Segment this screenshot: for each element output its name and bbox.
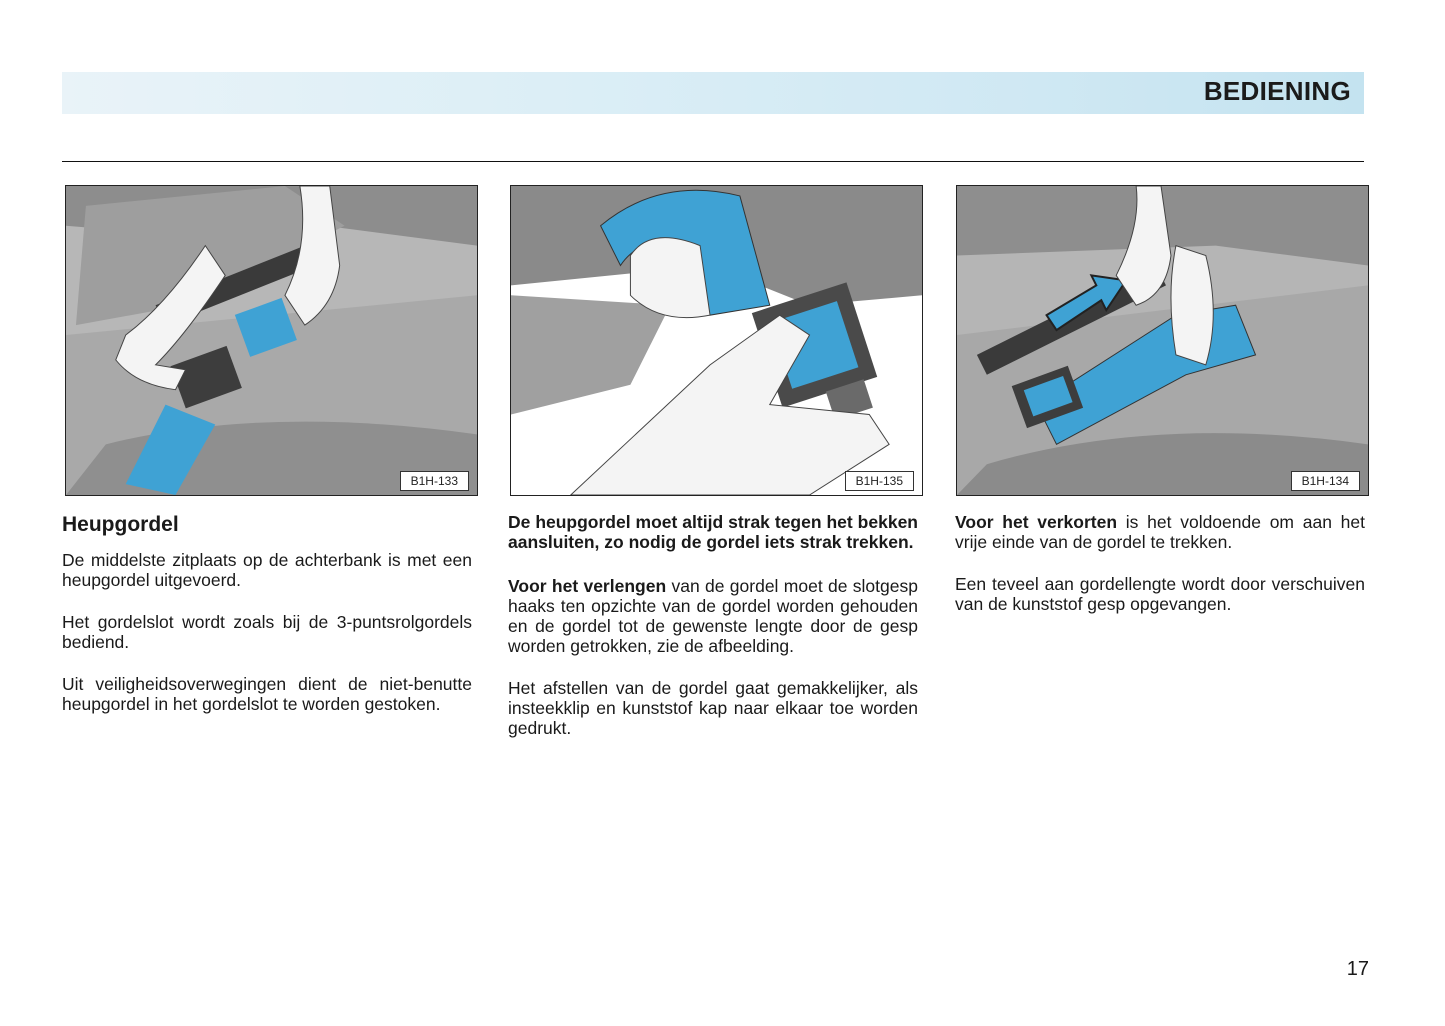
column-shorten [955, 512, 1365, 636]
column-lap-belt [62, 512, 472, 736]
paragraph [955, 512, 1365, 552]
lead-paragraph: De heupgordel moet altijd strak tegen het bekken aansluiten, zo nodig de gordel iets strak trekken. [508, 512, 918, 552]
paragraph: Uit veiligheidsoverwegingen dient de niet-benutte heupgordel in het gordelslot te worden gestoken. [62, 674, 472, 714]
paragraph: Het afstellen van de gordel gaat gemakkelijker, als insteekklip en kunststof kap naar elkaar toe worden gedrukt. [508, 678, 918, 738]
paragraph-bold-lead: Voor het verlengen [508, 576, 667, 596]
paragraph [508, 576, 918, 656]
paragraph-text: van de gordel moet de slotgesp haaks ten opzichte van de gordel worden gehouden en de gordel tot de gewenste lengte door de gesp worden getrokken, zie de afbeelding. [508, 576, 918, 656]
figure-code: B1H-135 [845, 471, 914, 491]
belt-shorten-illustration [957, 186, 1368, 495]
column-heading: Heupgordel [62, 513, 179, 536]
belt-lengthen-illustration [511, 186, 922, 495]
figure-belt-shorten [956, 185, 1369, 496]
section-title: BEDIENING [1203, 76, 1351, 106]
figure-code: B1H-134 [1291, 471, 1360, 491]
lap-belt-buckle-illustration [66, 186, 477, 495]
header-band [62, 72, 1364, 114]
page-number: 17 [1346, 958, 1369, 980]
figure-belt-lengthen [510, 185, 923, 496]
paragraph: Een teveel aan gordellengte wordt door verschuiven van de kunststof gesp opgevangen. [955, 574, 1365, 614]
paragraph-text: is het voldoende om aan het vrije einde van de gordel te trekken. [955, 512, 1366, 552]
paragraph: De middelste zitplaats op de achterbank is met een heupgordel uitgevoerd. [62, 550, 472, 590]
figure-code: B1H-133 [400, 471, 469, 491]
figure-lap-belt-buckle [65, 185, 478, 496]
column-lengthen [508, 512, 918, 760]
header-rule [62, 161, 1364, 162]
paragraph: Het gordelslot wordt zoals bij de 3-puntsrolgordels bediend. [62, 612, 472, 652]
paragraph-bold-lead: Voor het verkorten [955, 512, 1118, 532]
